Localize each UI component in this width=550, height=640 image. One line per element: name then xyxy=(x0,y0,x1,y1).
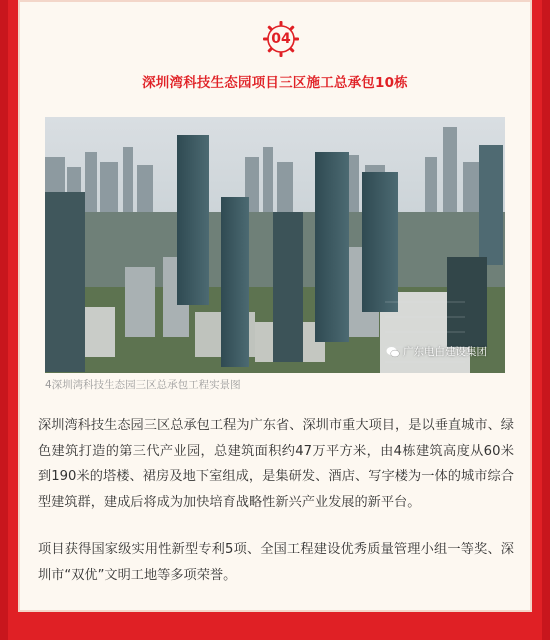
photo-caption: 4深圳湾科技生态园三区总承包工程实景图 xyxy=(45,379,241,391)
wechat-icon xyxy=(386,345,400,359)
section-title: 深圳湾科技生态园项目三区施工总承包10栋 xyxy=(142,75,408,91)
project-photo xyxy=(45,117,505,373)
section-badge xyxy=(259,17,303,61)
watermark-text: 广东电白建设集团 xyxy=(403,346,487,358)
photo-watermark xyxy=(386,344,487,359)
section-number: 04 xyxy=(271,31,291,47)
paragraph-project-intro: 深圳湾科技生态园三区总承包工程为广东省、深圳市重大项目，是以垂直城市、绿色建筑打造的第三代产业园，总建筑面积约47万平方米，由4栋建筑高度从60米到190米的塔楼、裙房及地下室组成，是集研发、酒店、写字楼为一体的城市综合型建筑群，建成后将成为加快培育战略性新兴产业发展的新平台。 xyxy=(38,418,514,510)
paragraph-awards: 项目获得国家级实用性新型专利5项、全国工程建设优秀质量管理小组一等奖、深圳市“双优”文明工地等多项荣誉。 xyxy=(38,542,514,583)
city-skyline-image xyxy=(45,117,505,373)
content-card xyxy=(18,0,532,612)
